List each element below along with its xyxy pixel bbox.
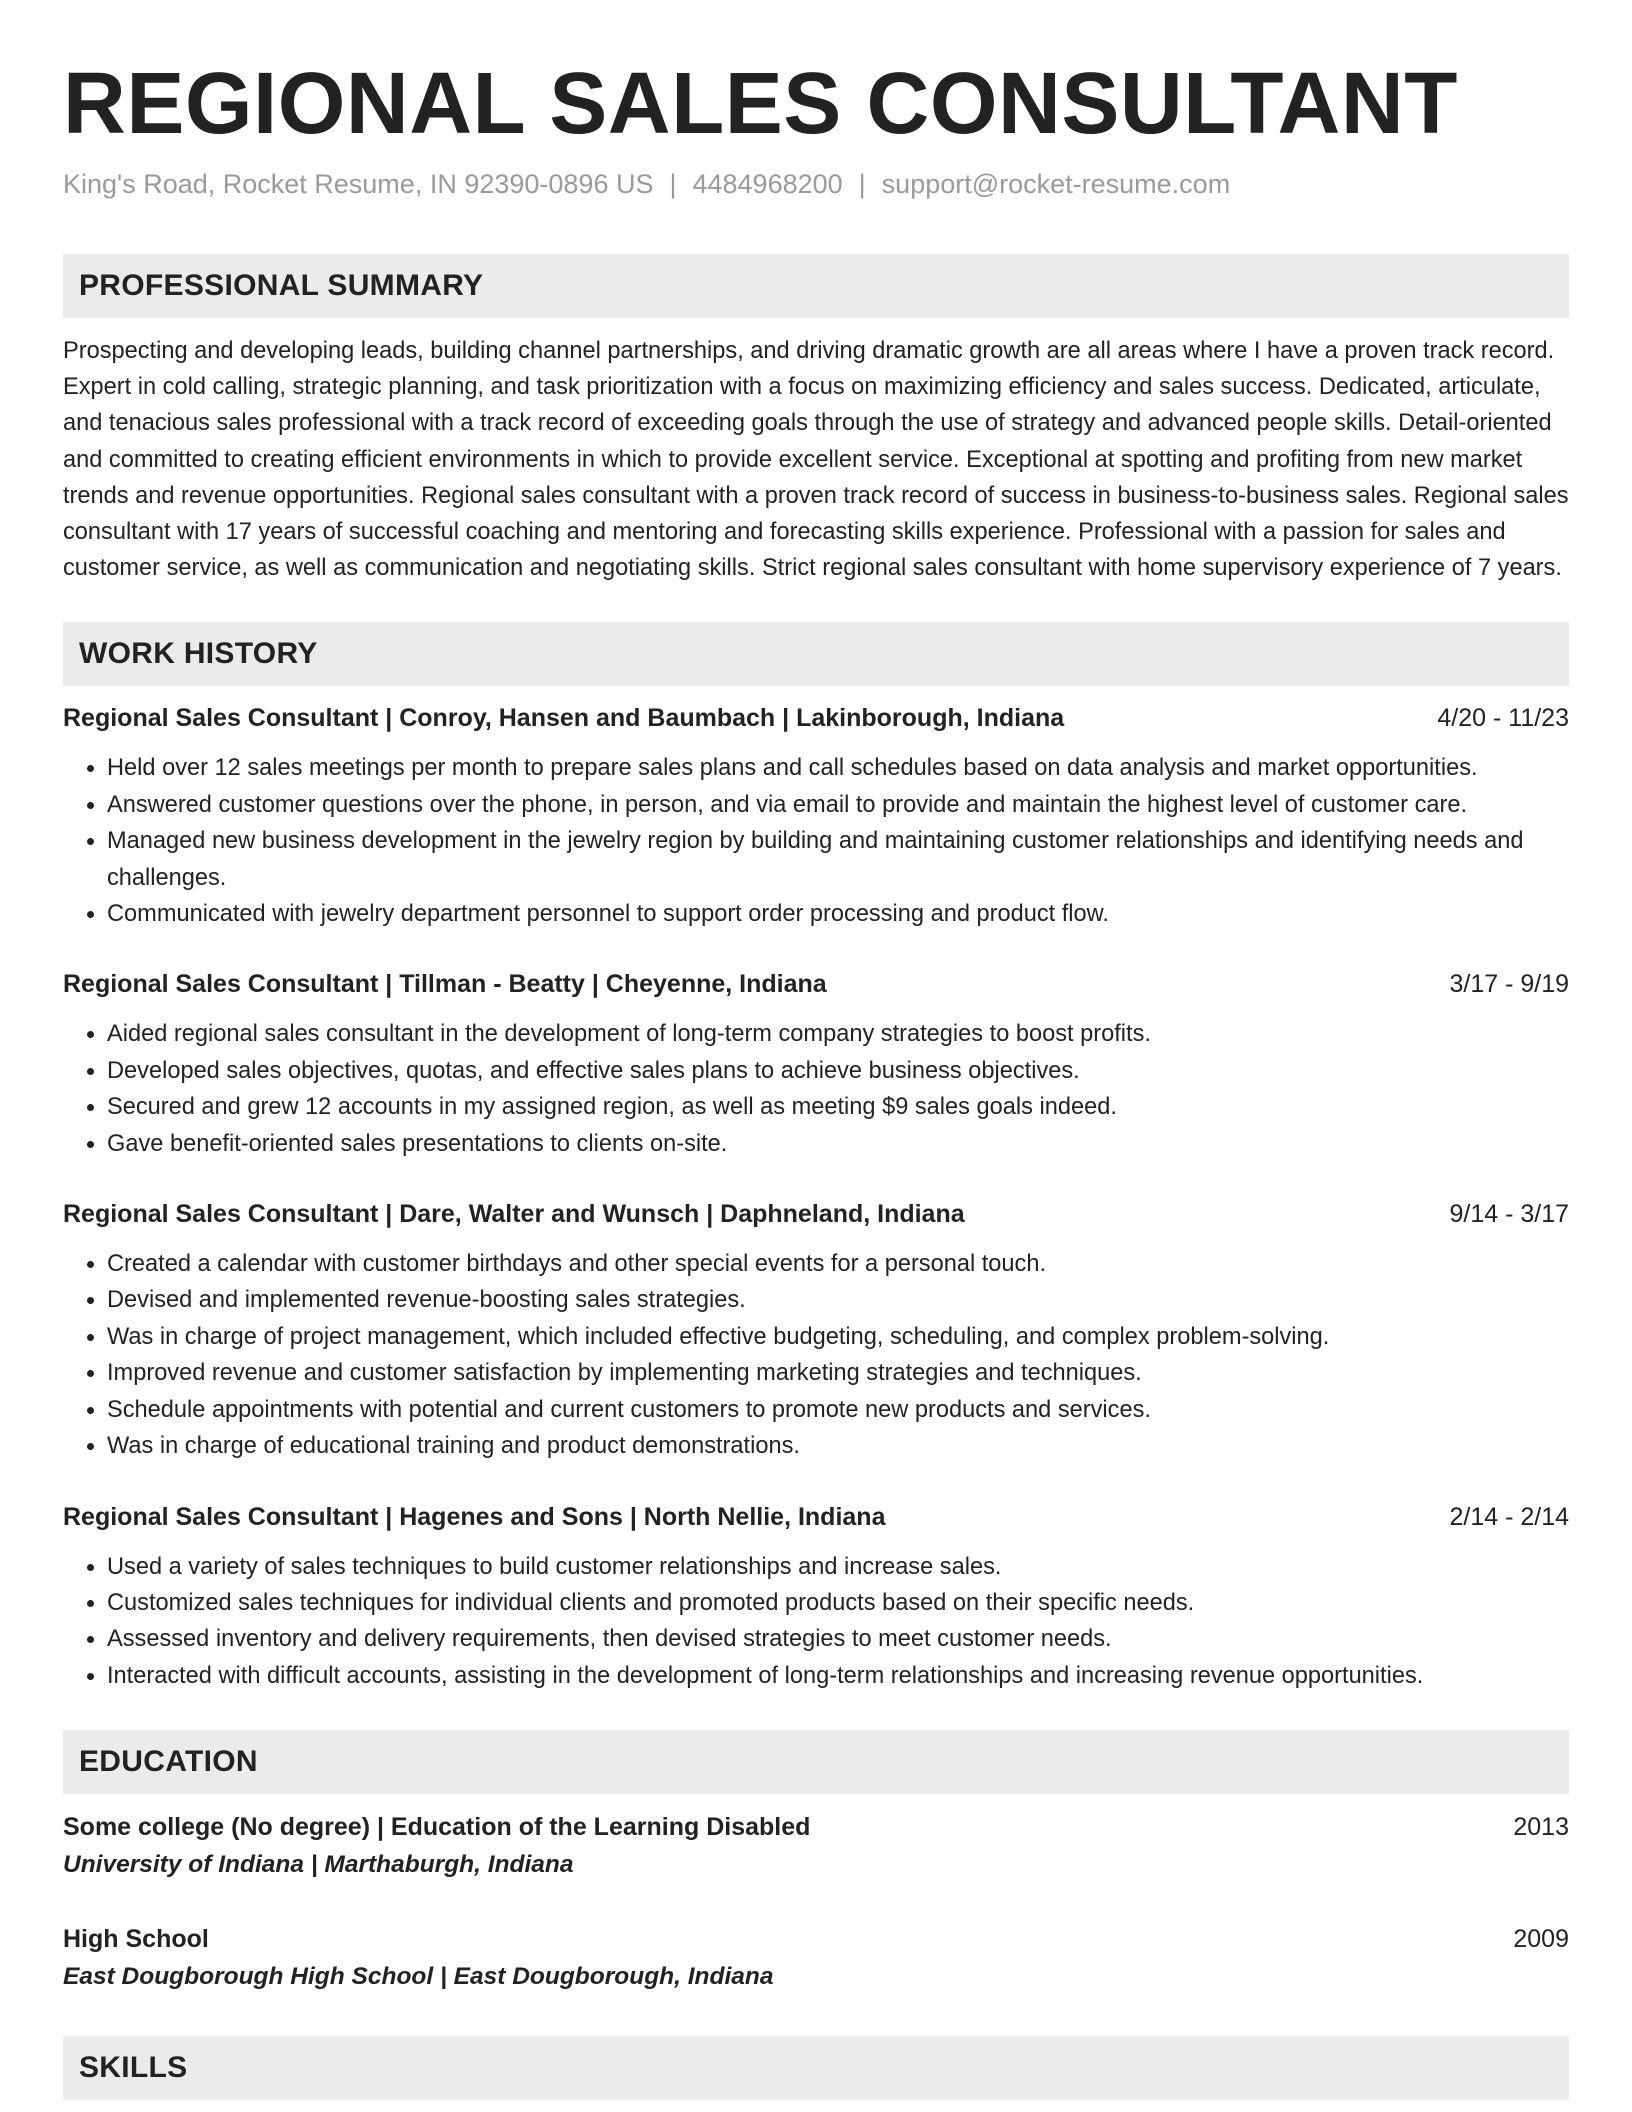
job-bullet: • Was in charge of project management, which included effective budgeting, scheduling, and complex problem-solving. [107, 1319, 1569, 1355]
contact-email: support@rocket-resume.com [881, 169, 1231, 199]
job-bullet: • Developed sales objectives, quotas, and effective sales plans to achieve business objectives. [107, 1053, 1569, 1089]
education-entry [63, 1808, 1569, 1884]
job-heading: Regional Sales Consultant | Tillman - Beatty | Cheyenne, Indiana [63, 970, 827, 999]
job-header [63, 1196, 1569, 1232]
skills-section [63, 2036, 1569, 2100]
job-bullet: • Communicated with jewelry department personnel to support order processing and product flow. [107, 896, 1569, 932]
work-history-section [63, 622, 1569, 1694]
job-bullets [63, 1016, 1569, 1162]
section-title-summary: PROFESSIONAL SUMMARY [63, 254, 1569, 318]
job-entry [63, 1196, 1569, 1464]
education-year: 2009 [1513, 1925, 1569, 1954]
section-title-education: EDUCATION [63, 1730, 1569, 1794]
job-bullet: • Answered customer questions over the phone, in person, and via email to provide and maintain the highest level of customer care. [107, 787, 1569, 823]
contact-address: King's Road, Rocket Resume, IN 92390-0896 US [63, 169, 654, 199]
job-bullet: • Improved revenue and customer satisfaction by implementing marketing strategies and techniques. [107, 1355, 1569, 1391]
professional-summary-section [63, 254, 1569, 586]
job-bullet: • Interacted with difficult accounts, assisting in the development of long-term relationships and increasing revenue opportunities. [107, 1658, 1569, 1694]
job-bullet: • Created a calendar with customer birthdays and other special events for a personal touch. [107, 1246, 1569, 1282]
education-section [63, 1730, 1569, 1996]
job-bullets [63, 750, 1569, 932]
job-dates: 3/17 - 9/19 [1449, 970, 1569, 999]
job-bullet: • Managed new business development in the jewelry region by building and maintaining customer relationships and identifying needs and challenges. [107, 823, 1569, 896]
education-degree: Some college (No degree) | Education of the Learning Disabled [63, 1813, 811, 1842]
contact-line [63, 166, 1569, 202]
education-school: University of Indiana | Marthaburgh, Indiana [63, 1851, 574, 1879]
job-bullets [63, 1246, 1569, 1464]
job-heading: Regional Sales Consultant | Conroy, Hansen and Baumbach | Lakinborough, Indiana [63, 704, 1065, 733]
job-header [63, 966, 1569, 1002]
education-year: 2013 [1513, 1813, 1569, 1842]
job-bullet: • Used a variety of sales techniques to build customer relationships and increase sales. [107, 1549, 1569, 1585]
job-entry [63, 966, 1569, 1162]
section-title-skills: SKILLS [63, 2036, 1569, 2100]
summary-text: Prospecting and developing leads, building channel partnerships, and driving dramatic growth are all areas where I have a proven track record. Expert in cold calling, strategic planning, and task prioritization with a focus on maximizing efficiency and sales success. Dedicated, articulate, and tenacious sales professional with a track record of exceeding goals through the use of strategy and advanced people skills. Detail-oriented and committed to creating efficient environments in which to provide excellent service. Exceptional at spotting and profiting from new market trends and revenue opportunities. Regional sales consultant with a proven track record of success in business-to-business sales. Regional sales consultant with 17 years of successful coaching and mentoring and forecasting skills experience. Professional with a passion for sales and customer service, as well as communication and negotiating skills. Strict regional sales consultant with home supervisory experience of 7 years. [63, 338, 1569, 582]
job-heading: Regional Sales Consultant | Dare, Walter and Wunsch | Daphneland, Indiana [63, 1200, 965, 1229]
education-degree: High School [63, 1925, 209, 1954]
candidate-name: REGIONAL SALES CONSULTANT [63, 55, 1458, 152]
job-bullet: • Aided regional sales consultant in the development of long-term company strategies to boost profits. [107, 1016, 1569, 1052]
contact-separator: | [669, 169, 677, 199]
contact-phone: 4484968200 [692, 169, 843, 199]
education-header [63, 1920, 1569, 1958]
job-bullet: • Secured and grew 12 accounts in my assigned region, as well as meeting $9 sales goals indeed. [107, 1089, 1569, 1125]
job-bullet: • Held over 12 sales meetings per month to prepare sales plans and call schedules based on data analysis and market opportunities. [107, 750, 1569, 786]
job-dates: 2/14 - 2/14 [1449, 1502, 1569, 1531]
job-bullet: • Gave benefit-oriented sales presentations to clients on-site. [107, 1126, 1569, 1162]
job-bullet: • Schedule appointments with potential and current customers to promote new products and services. [107, 1392, 1569, 1428]
job-bullets [63, 1549, 1569, 1695]
job-bullet: • Was in charge of educational training and product demonstrations. [107, 1428, 1569, 1464]
education-entry [63, 1920, 1569, 1996]
job-bullet: • Customized sales techniques for individual clients and promoted products based on their specific needs. [107, 1585, 1569, 1621]
job-entry [63, 1499, 1569, 1695]
job-bullet: • Devised and implemented revenue-boosting sales strategies. [107, 1282, 1569, 1318]
job-header [63, 1499, 1569, 1535]
job-bullet: • Assessed inventory and delivery requirements, then devised strategies to meet customer needs. [107, 1621, 1569, 1657]
education-header [63, 1808, 1569, 1846]
job-heading: Regional Sales Consultant | Hagenes and Sons | North Nellie, Indiana [63, 1502, 886, 1531]
job-dates: 4/20 - 11/23 [1437, 704, 1569, 733]
job-dates: 9/14 - 3/17 [1449, 1200, 1569, 1229]
job-header [63, 700, 1569, 736]
job-entry [63, 700, 1569, 932]
education-school: East Dougborough High School | East Dougborough, Indiana [63, 1963, 774, 1991]
section-title-work: WORK HISTORY [63, 622, 1569, 686]
contact-separator: | [858, 169, 866, 199]
